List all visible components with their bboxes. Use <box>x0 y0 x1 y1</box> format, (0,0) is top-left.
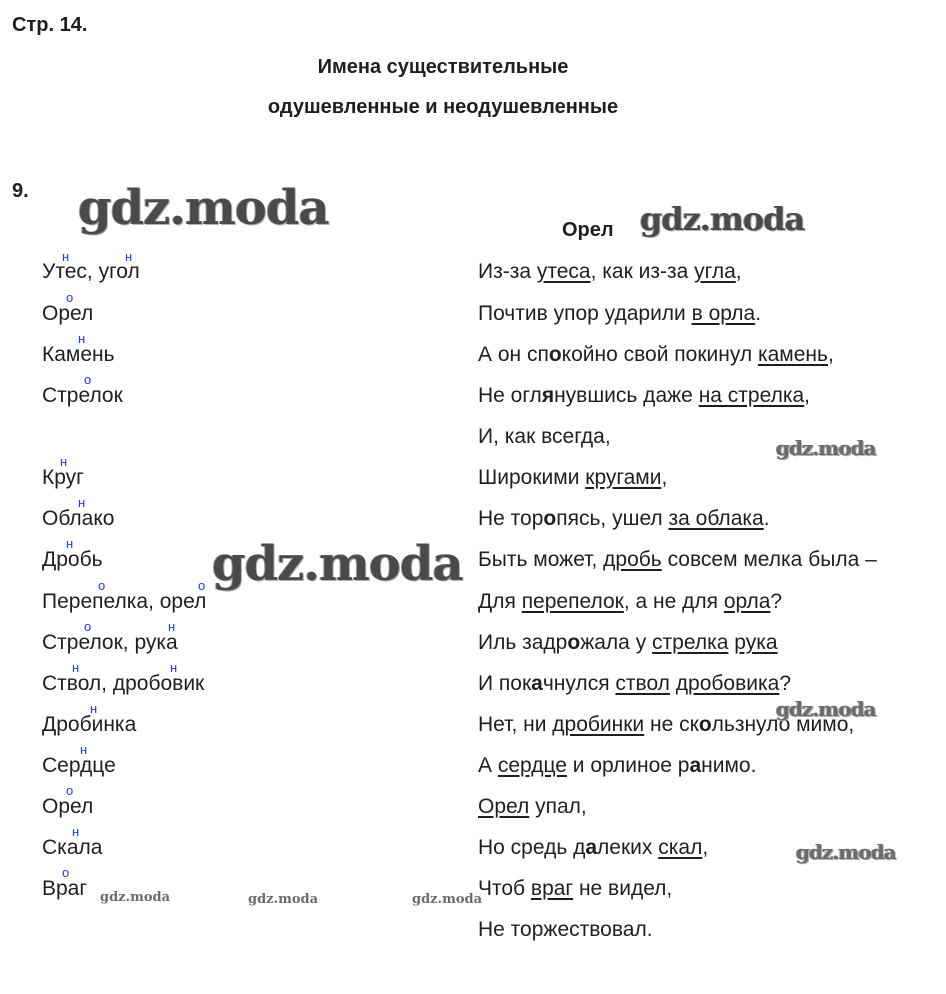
poem-line <box>478 466 667 490</box>
poem-text-segment: чнулся <box>542 672 616 695</box>
exercise-number: 9. <box>12 180 29 202</box>
animate-mark: о <box>66 290 74 305</box>
poem-text-segment: леких <box>597 836 659 859</box>
word-item: Ствол, дробовик <box>42 672 205 695</box>
poem-text-segment: Не огл <box>478 384 542 407</box>
inanimate-mark: н <box>66 536 74 551</box>
inanimate-mark: н <box>80 742 88 757</box>
underlined-noun: кругами <box>585 466 662 489</box>
poem-text-segment: упал, <box>529 795 587 818</box>
watermark: gdz.moda <box>412 892 483 907</box>
page-label: Стр. 14. <box>12 14 88 36</box>
poem-text-segment: Широкими <box>478 466 586 489</box>
poem-line <box>478 425 611 449</box>
poem-line <box>478 302 761 326</box>
underlined-noun: Орел <box>478 795 530 818</box>
watermark: gdz.moda <box>796 840 896 864</box>
underlined-noun: дробь <box>603 548 662 571</box>
poem-text-segment: нувшись даже <box>554 384 699 407</box>
inanimate-mark: н <box>78 495 86 510</box>
inanimate-mark: н <box>78 331 86 346</box>
watermark: gdz.moda <box>212 536 463 592</box>
word-item: Враг <box>42 877 88 900</box>
word-item: Перепелка, орел <box>42 590 207 613</box>
poem-text-segment: льзнуло мимо, <box>711 713 855 736</box>
poem-line <box>478 672 791 696</box>
underlined-noun: рука <box>734 631 778 654</box>
poem-text-segment: , <box>661 466 668 489</box>
poem-text-segment: , <box>804 384 811 407</box>
poem-text-segment: Не тор <box>478 507 544 530</box>
inanimate-mark: н <box>125 249 133 264</box>
word-item: Орел <box>42 795 94 818</box>
inanimate-mark: н <box>170 660 178 675</box>
poem-text-segment: нимо. <box>701 754 757 777</box>
word-item: Дробинка <box>42 713 137 736</box>
poem-text-segment: , <box>702 836 709 859</box>
underlined-noun: камень <box>757 343 828 366</box>
underlined-noun: стрелка <box>652 631 729 654</box>
watermark: gdz.moda <box>248 892 319 907</box>
inanimate-mark: н <box>62 249 70 264</box>
poem-text-segment: не видел, <box>573 877 673 900</box>
stressed-vowel: а <box>689 754 702 777</box>
inanimate-mark: н <box>72 824 80 839</box>
animate-mark: о <box>66 783 74 798</box>
poem-text-segment: ? <box>770 590 783 613</box>
animate-mark: о <box>84 619 92 634</box>
underlined-noun: за облака <box>668 507 764 530</box>
poem-text-segment: Нет, ни <box>478 713 553 736</box>
stressed-vowel: о <box>567 631 581 654</box>
poem-line <box>478 877 672 901</box>
word-item: Скала <box>42 836 103 859</box>
poem-text-segment: Чтоб <box>478 877 531 900</box>
word-item: Круг <box>42 466 84 489</box>
title-line-1: Имена существительные <box>317 56 569 78</box>
watermark: gdz.moda <box>640 200 805 238</box>
stressed-vowel: о <box>548 343 562 366</box>
stressed-vowel: я <box>541 384 555 407</box>
underlined-noun: дробинки <box>552 713 645 736</box>
word-item: Облако <box>42 507 115 530</box>
poem-text-segment: Почтив упор ударили <box>478 302 692 325</box>
poem-text-segment: пясь, ушел <box>556 507 669 530</box>
poem-text-segment: совсем мелка была – <box>661 548 877 571</box>
poem-text-segment: жала у <box>580 631 653 654</box>
poem-line <box>478 631 778 655</box>
word-item: Стрелок <box>42 384 123 407</box>
underlined-noun: перепелок <box>521 590 624 613</box>
poem-text-segment: не ск <box>644 713 699 736</box>
poem-text-segment: Быть может, <box>478 548 604 571</box>
watermark: gdz.moda <box>776 697 876 721</box>
word-item: Камень <box>42 343 115 366</box>
poem-text-segment: ? <box>779 672 791 695</box>
word-list <box>42 0 342 994</box>
stressed-vowel: а <box>531 672 543 695</box>
poem-text-segment: А <box>478 754 498 777</box>
underlined-noun: утеса <box>536 260 591 283</box>
poem-text-segment: , как из-за <box>590 260 695 283</box>
poem-title: Орел <box>562 219 614 241</box>
poem-line <box>478 343 834 367</box>
stressed-vowel: о <box>698 713 712 736</box>
animate-mark: о <box>62 865 70 880</box>
poem-text-segment: , <box>735 260 742 283</box>
animate-mark: о <box>98 578 106 593</box>
poem-line <box>478 260 742 284</box>
watermark: gdz.moda <box>776 436 876 460</box>
word-item: Орел <box>42 302 94 325</box>
poem-line <box>478 384 810 408</box>
word-item: Дробь <box>42 548 103 571</box>
poem-text-segment: И пок <box>478 672 532 695</box>
animate-mark: о <box>84 372 92 387</box>
word-item: Утес, угол <box>42 260 140 283</box>
poem-line <box>478 795 587 819</box>
title-line-2: одушевленные и неодушевленные <box>267 96 619 118</box>
underlined-noun: дробовика <box>675 672 780 695</box>
stressed-vowel: о <box>543 507 557 530</box>
poem-line <box>478 836 708 860</box>
poem-text-segment: Не торжествовал. <box>478 918 653 941</box>
poem-line <box>478 548 877 572</box>
underlined-noun: орла <box>723 590 771 613</box>
poem-text-segment: Иль задр <box>478 631 568 654</box>
poem-line <box>478 754 756 778</box>
poem-text-segment: Для <box>478 590 522 613</box>
inanimate-mark: н <box>168 619 176 634</box>
word-item: Стрелок, рука <box>42 631 178 654</box>
underlined-noun: скал <box>658 836 703 859</box>
inanimate-mark: н <box>60 454 68 469</box>
poem-text-segment: Из-за <box>478 260 537 283</box>
poem-line <box>478 590 782 614</box>
poem-text-segment: , <box>827 343 834 366</box>
underlined-noun: угла <box>694 260 736 283</box>
stressed-vowel: а <box>585 836 598 859</box>
underlined-noun: враг <box>530 877 574 900</box>
watermark: gdz.moda <box>78 180 329 236</box>
underlined-noun: сердце <box>497 754 567 777</box>
poem-text-segment: И, как всегда, <box>478 425 611 448</box>
poem-text-segment: Но средь д <box>478 836 586 859</box>
underlined-noun: на стрелка <box>698 384 805 407</box>
watermark: gdz.moda <box>100 890 171 905</box>
poem-text-segment: . <box>755 302 762 325</box>
word-item: Сердце <box>42 754 116 777</box>
poem-text-segment: , а не для <box>623 590 724 613</box>
poem-text-segment: . <box>763 507 770 530</box>
inanimate-mark: н <box>90 701 98 716</box>
poem-text-segment: койно свой покинул <box>561 343 758 366</box>
poem-line <box>478 507 770 531</box>
animate-mark: о <box>198 578 206 593</box>
poem-line <box>478 918 653 942</box>
poem-text-segment: и орлиное р <box>566 754 690 777</box>
underlined-noun: в орла <box>691 302 756 325</box>
inanimate-mark: н <box>72 660 80 675</box>
poem-text-segment: А он сп <box>478 343 549 366</box>
underlined-noun: ствол <box>615 672 670 695</box>
